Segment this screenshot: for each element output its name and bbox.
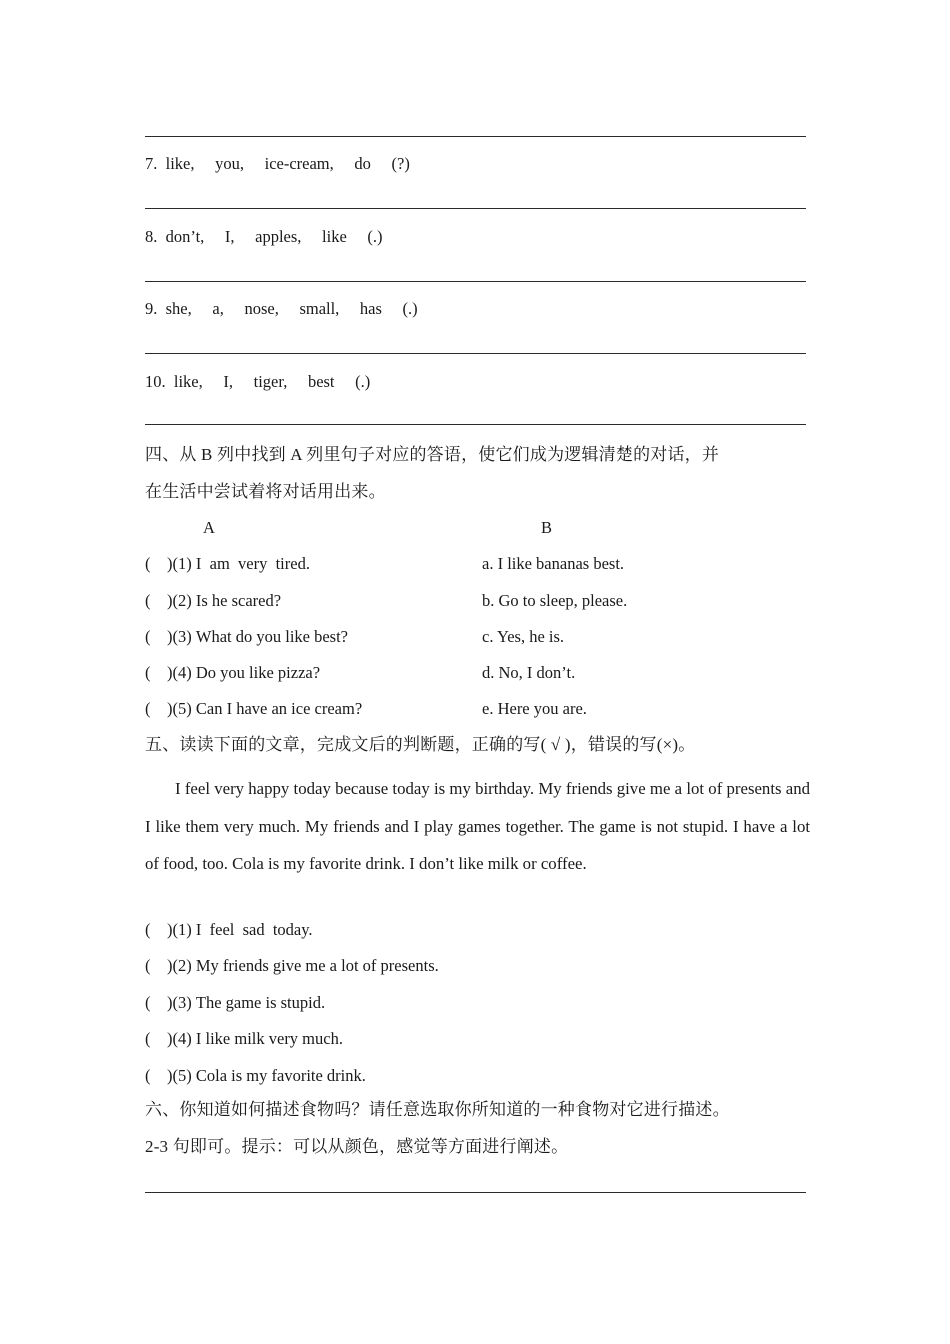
match-number: (1)	[172, 554, 192, 573]
answer-rule-item-8	[145, 281, 806, 282]
match-row-a	[145, 663, 320, 683]
tf-item	[145, 956, 439, 976]
tf-number: (2)	[172, 956, 192, 975]
match-sentence-a: Do you like pizza?	[195, 663, 321, 682]
match-sentence-a: Is he scared?	[195, 591, 282, 610]
tf-checkbox[interactable]: ( )	[145, 1066, 173, 1085]
match-row	[145, 663, 810, 687]
tf-checkbox[interactable]: ( )	[145, 956, 173, 975]
match-checkbox[interactable]: ( )	[145, 627, 173, 646]
match-option-b: c. Yes, he is.	[482, 627, 565, 646]
tf-number: (5)	[172, 1066, 192, 1085]
match-checkbox[interactable]: ( )	[145, 699, 173, 718]
tf-text: Cola is my favorite drink.	[195, 1066, 366, 1085]
passage-text: I feel very happy today because today is my birthday. My friends give me a lot of presents and I like them very much. My friends and I play games together. The game is not stupid. I have a lot of food, too. Cola is my favorite drink. I don’t like milk or coffee.	[145, 779, 810, 873]
section-six-instruction-line-1: 六、你知道如何描述食物吗？请任意选取你所知道的一种食物对它进行描述。	[145, 1100, 730, 1119]
section-four-instruction-line-2: 在生活中尝试着将对话用出来。	[145, 482, 386, 501]
section-six-instruction-line-2: 2-3 句即可。提示：可以从颜色，感觉等方面进行阐述。	[145, 1137, 569, 1156]
tf-item	[145, 1029, 343, 1049]
tf-checkbox[interactable]: ( )	[145, 993, 173, 1012]
ordering-item-8: 8. don’t, I, apples, like (.)	[145, 227, 383, 246]
tf-number: (3)	[172, 993, 192, 1012]
tf-text: My friends give me a lot of presents.	[195, 956, 439, 975]
tf-text: I like milk very much.	[195, 1029, 343, 1048]
tf-number: (4)	[172, 1029, 192, 1048]
tf-checkbox[interactable]: ( )	[145, 920, 173, 939]
match-option-b: e. Here you are.	[482, 699, 587, 718]
free-writing-answer-rule	[145, 1192, 806, 1193]
match-number: (2)	[172, 591, 192, 610]
match-row-a	[145, 627, 348, 647]
match-row	[145, 627, 810, 651]
answer-rule-item-9	[145, 353, 806, 354]
match-sentence-a: I am very tired.	[195, 554, 310, 573]
match-option-b: a. I like bananas best.	[482, 554, 625, 573]
answer-rule-above-item-7	[145, 136, 806, 137]
tf-item	[145, 920, 313, 940]
answer-rule-item-7	[145, 208, 806, 209]
match-number: (5)	[172, 699, 192, 718]
tf-item	[145, 1066, 366, 1086]
match-checkbox[interactable]: ( )	[145, 663, 173, 682]
tf-text: I feel sad today.	[195, 920, 313, 939]
tf-item	[145, 993, 325, 1013]
tf-checkbox[interactable]: ( )	[145, 1029, 173, 1048]
column-a-header: A	[203, 518, 215, 537]
ordering-item-7: 7. like, you, ice-cream, do (?)	[145, 154, 410, 173]
match-sentence-a: What do you like best?	[195, 627, 349, 646]
ordering-item-10: 10. like, I, tiger, best (.)	[145, 372, 371, 391]
ordering-item-9: 9. she, a, nose, small, has (.)	[145, 299, 418, 318]
match-number: (3)	[172, 627, 192, 646]
match-option-b: b. Go to sleep, please.	[482, 591, 628, 610]
section-five-instruction: 五、读读下面的文章，完成文后的判断题，正确的写( √ )，错误的写(×)。	[145, 735, 696, 754]
answer-rule-item-10	[145, 424, 806, 425]
match-option-b: d. No, I don’t.	[482, 663, 576, 682]
match-sentence-a: Can I have an ice cream?	[195, 699, 363, 718]
match-row	[145, 554, 810, 578]
match-row	[145, 591, 810, 615]
match-row-a	[145, 699, 362, 719]
column-b-header: B	[541, 518, 553, 537]
match-checkbox[interactable]: ( )	[145, 591, 173, 610]
match-checkbox[interactable]: ( )	[145, 554, 173, 573]
tf-text: The game is stupid.	[195, 993, 326, 1012]
match-row-a	[145, 591, 281, 611]
match-row	[145, 699, 810, 723]
reading-passage	[145, 770, 810, 883]
section-four-instruction-line-1: 四、从 B 列中找到 A 列里句子对应的答语，使它们成为逻辑清楚的对话，并	[145, 445, 720, 464]
tf-number: (1)	[172, 920, 192, 939]
match-number: (4)	[172, 663, 192, 682]
match-row-a	[145, 554, 310, 574]
